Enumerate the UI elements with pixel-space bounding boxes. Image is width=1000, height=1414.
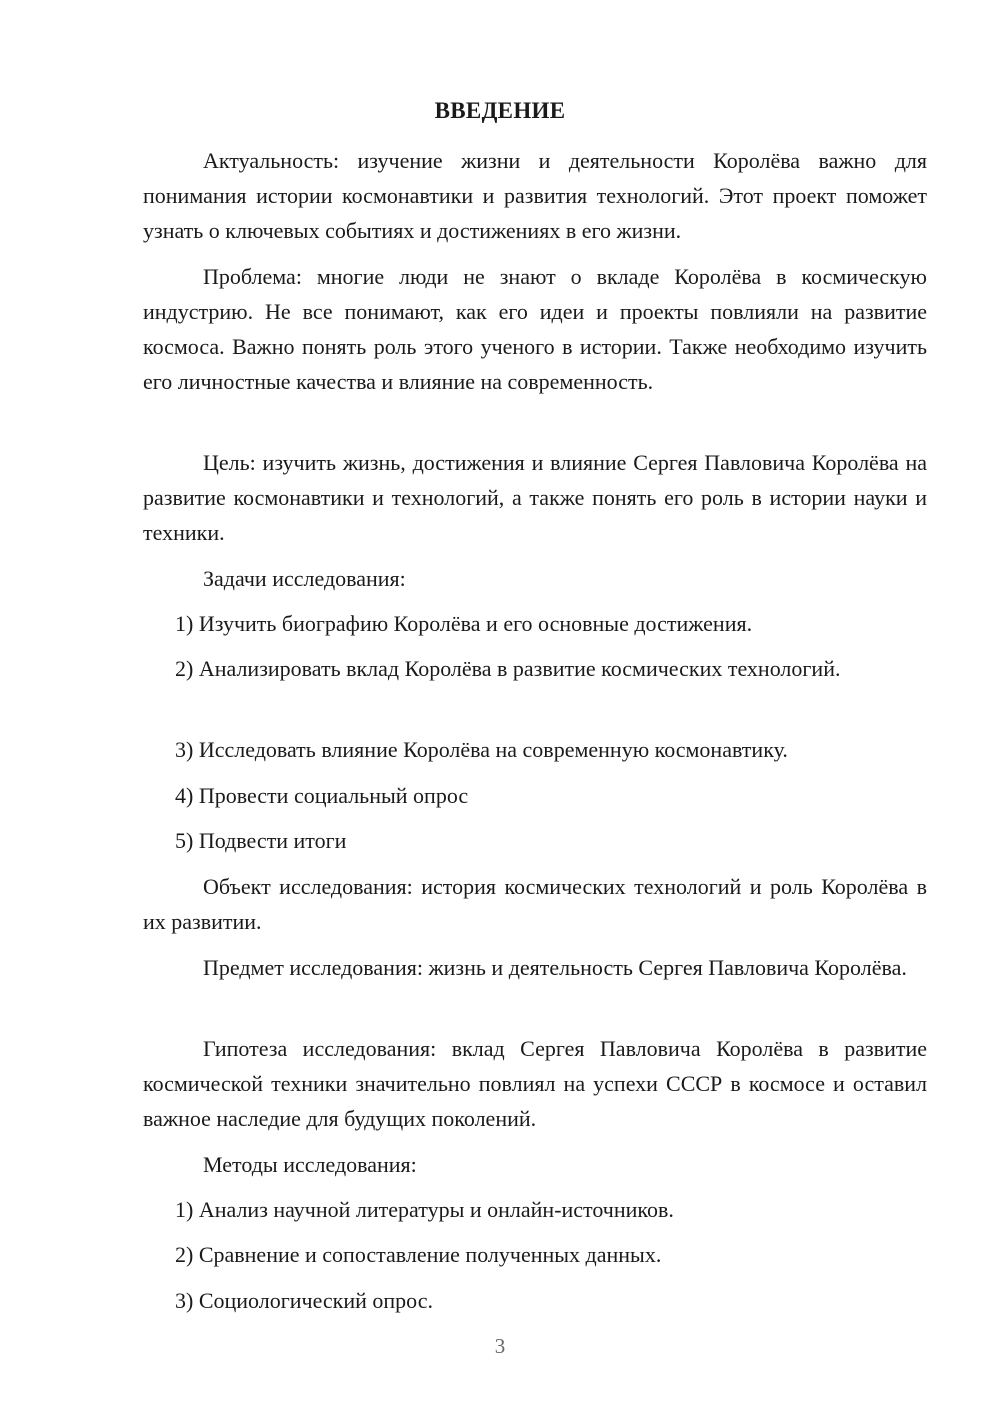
page-number: 3 [494, 1334, 506, 1358]
task-item-3: 3) Исследовать влияние Королёва на современную космонавтику. [175, 737, 788, 762]
relevance-paragraph: Актуальность: изучение жизни и деятельности Королёва важно для понимания истории космонавтики и развития технологий. Этот проект поможет узнать о ключевых событиях и достижениях в его жизни. [143, 148, 927, 243]
section-heading: ВВЕДЕНИЕ [434, 98, 566, 123]
hypothesis-paragraph: Гипотеза исследования: вклад Сергея Павловича Королёва в развитие космической техники значительно повлиял на успехи СССР в космосе и оставил важное наследие для будущих поколений. [143, 1036, 927, 1131]
subject-paragraph: Предмет исследования: жизнь и деятельность Сергея Павловича Королёва. [203, 955, 907, 980]
task-item-5: 5) Подвести итоги [175, 828, 347, 853]
problem-paragraph: Проблема: многие люди не знают о вкладе Королёва в космическую индустрию. Не все понимают, как его идеи и проекты повлияли на развитие космоса. Важно понять роль этого ученого в истории. Также необходимо изучить его личностные качества и влияние на современность. [143, 264, 927, 394]
methods-heading: Методы исследования: [203, 1152, 417, 1177]
method-item-1: 1) Анализ научной литературы и онлайн-источников. [175, 1197, 674, 1222]
goal-paragraph: Цель: изучить жизнь, достижения и влияние Сергея Павловича Королёва на развитие космонавтики и технологий, а также понять его роль в истории науки и техники. [143, 450, 927, 545]
method-item-2: 2) Сравнение и сопоставление полученных данных. [175, 1242, 662, 1267]
task-item-4: 4) Провести социальный опрос [175, 783, 469, 808]
task-item-1: 1) Изучить биографию Королёва и его основные достижения. [175, 611, 753, 636]
task-item-2: 2) Анализировать вклад Королёва в развитие космических технологий. [175, 656, 841, 681]
object-paragraph: Объект исследования: история космических технологий и роль Королёва в их развитии. [143, 874, 927, 934]
tasks-heading: Задачи исследования: [203, 566, 406, 591]
method-item-3: 3) Социологический опрос. [175, 1288, 433, 1313]
